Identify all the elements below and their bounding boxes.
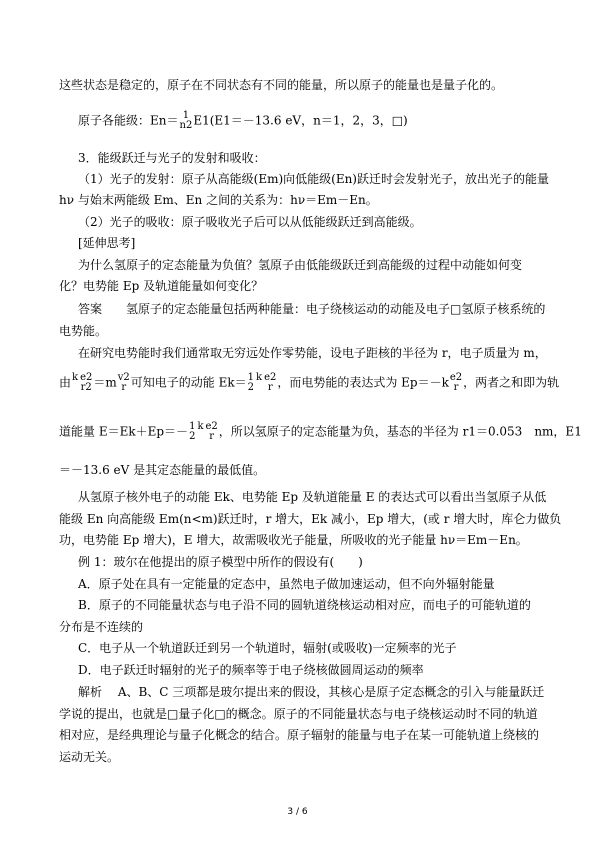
fraction: e2 r <box>449 372 463 393</box>
paragraph-line: 能级 En 向高能级 Em(n<m)跃迁时，r 增大，Ek 减小，Ep 增大，(或 r 增大时，库仑力做负 <box>59 512 562 526</box>
section-label: [延伸思考] <box>78 236 136 250</box>
example-question: 例 1：玻尔在他提出的原子模型中所作的假设有( ) <box>78 555 363 569</box>
energy-level-formula: 原子各能级：En＝ 1 n2 E1(E1＝－13.6 eV，n＝1，2，3，□) <box>78 110 408 131</box>
kinetic-energy-formula: 由 k e2 r2 ＝m v2 r 可知电子的动能 Ek＝ 1 2 k e2 r ，而电势能的表达式为 Ep＝－k e2 r ，两者之和即为轨 <box>59 372 560 393</box>
section-heading: 3．能级跃迁与光子的发射和吸收： <box>78 151 266 165</box>
paragraph-line: 化？电势能 Ep 及轨道能量如何变化？ <box>59 279 264 293</box>
option-c: C．电子从一个轨道跃迁到另一个轨道时，辐射(或吸收)一定频率的光子 <box>78 641 457 655</box>
option-a: A．原子处在具有一定能量的定态中，虽然电子做加速运动，但不向外辐射能量 <box>78 577 495 591</box>
option-b: B．原子的不同能量状态与电子沿不同的圆轨道绕核运动相对应，而电子的可能轨道的 <box>78 598 531 612</box>
fraction: 1 2 <box>247 372 254 393</box>
orbit-energy-formula: 道能量 E＝Ek＋Ep＝－ 1 2 k e2 r ，所以氢原子的定态能量为负，基态的半径为 r1＝0.053 nm，E1 <box>59 421 582 442</box>
fraction: 1 2 <box>189 421 196 442</box>
paragraph-line: 为什么氢原子的定态能量为负值？氢原子由低能级跃迁到高能级的过程中动能如何变 <box>78 258 523 272</box>
answer-line: 答案 氢原子的定态能量包括两种能量：电子绕核运动的动能及电子□氢原子核系统的 <box>78 302 546 316</box>
fraction: 1 n2 <box>179 110 193 131</box>
fraction: e2 r2 <box>80 372 93 393</box>
paragraph-line: 运动无关。 <box>59 750 120 764</box>
paragraph-line: ＝－13.6 eV 是其定态能量的最低值。 <box>59 463 266 477</box>
fraction: v2 r <box>117 372 130 393</box>
fraction: e2 r <box>205 421 218 442</box>
paragraph-line: 这些状态是稳定的，原子在不同状态有不同的能量，所以原子的能量也是量子化的。 <box>59 78 504 92</box>
paragraph-line: 功，电势能 Ep 增大)，E 增大，故需吸收光子能量，所吸收的光子能量 hν＝Em－En。 <box>59 533 528 547</box>
paragraph-line: 从氢原子核外电子的动能 Ek、电势能 Ep 及轨道能量 E 的表达式可以看出当氢原子从低 <box>78 490 547 504</box>
paragraph-line: 在研究电势能时我们通常取无穷远处作零势能，设电子距核的半径为 r，电子质量为 m， <box>78 346 547 360</box>
analysis-line: 解析 A、B、C 三项都是玻尔提出来的假设，其核心是原子定态概念的引入与能量跃迁 <box>78 685 545 699</box>
option-d: D．电子跃迁时辐射的光子的频率等于电子绕核做圆周运动的频率 <box>78 663 424 677</box>
paragraph-line: （2）光子的吸收：原子吸收光子后可以从低能级跃迁到高能级。 <box>78 215 422 229</box>
page-number: 3 / 6 <box>287 807 308 817</box>
paragraph-line: 学说的提出，也就是□量子化□的概念。原子的不同能量状态与电子绕核运动时不同的轨道 <box>59 707 538 721</box>
fraction: e2 r <box>264 372 277 393</box>
paragraph-line: 电势能。 <box>59 324 108 338</box>
paragraph-line: 相对应，是经典理论与量子化概念的结合。原子辐射的能量与电子在某一可能轨道上绕核的 <box>59 728 540 742</box>
fraction: k <box>72 372 79 383</box>
paragraph-line: hν 与始末两能级 Em、En 之间的关系为：hν＝Em－En。 <box>59 193 378 207</box>
paragraph-line: （1）光子的发射：原子从高能级(Em)向低能级(En)跃迁时会发射光子，放出光子的能量 <box>78 172 549 186</box>
option-b-continued: 分布是不连续的 <box>59 620 144 634</box>
